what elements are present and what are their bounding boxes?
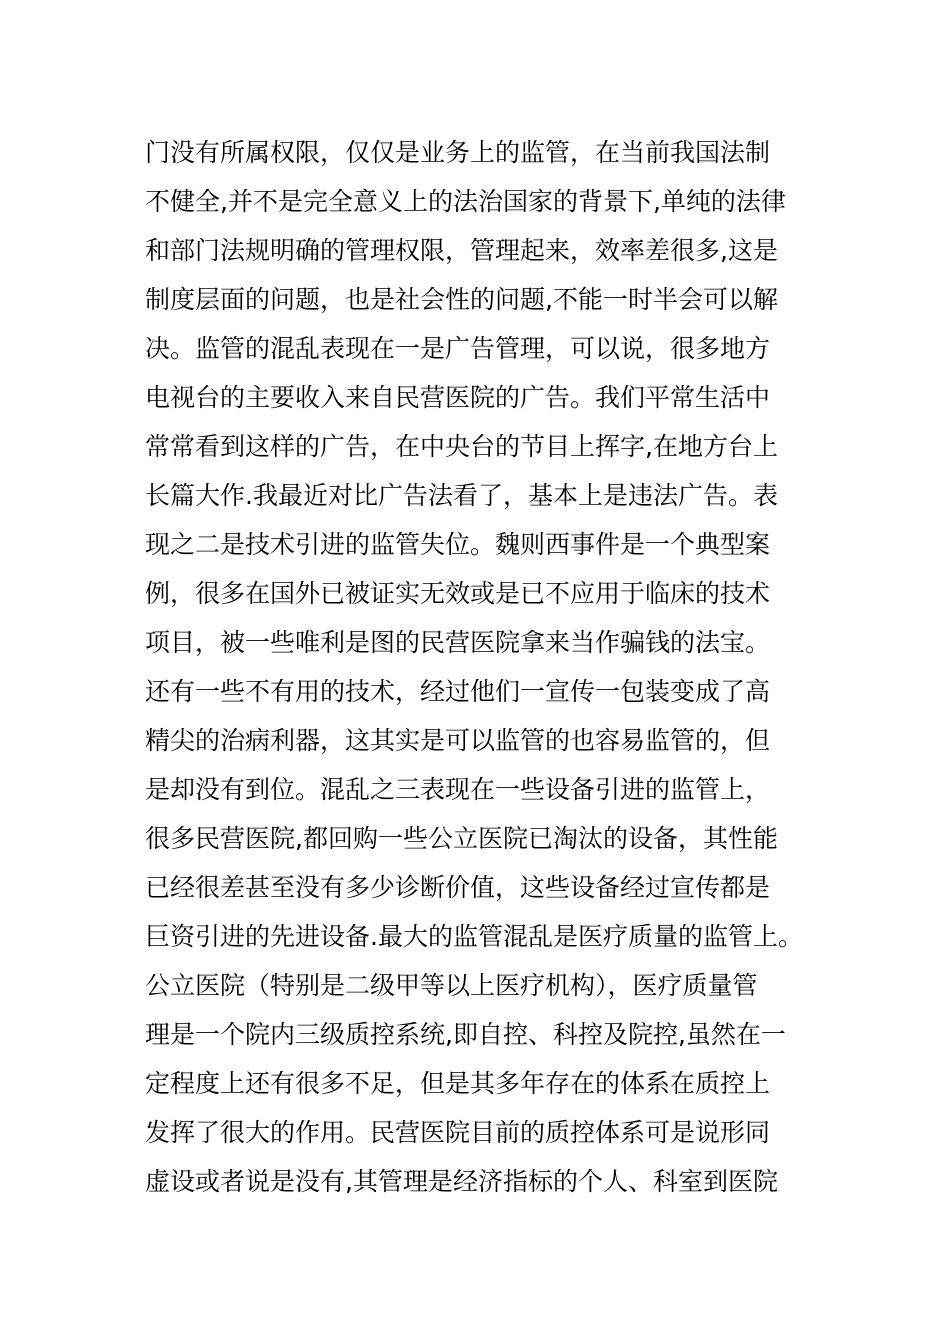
text-line-17: 巨资引进的先进设备.最大的监管混乱是医疗质量的监管上。 (145, 922, 803, 951)
text-line-11: 项目，被一些唯利是图的民营医院拿来当作骗钱的法宝。 (145, 628, 771, 657)
text-line-20: 定程度上还有很多不足，但是其多年存在的体系在质控上 (145, 1069, 771, 1098)
text-line-14: 是却没有到位。混乱之三表现在一些设备引进的监管上， (145, 775, 771, 804)
text-line-2: 不健全,并不是完全意义上的法治国家的背景下,单纯的法律 (145, 187, 786, 216)
text-line-6: 电视台的主要收入来自民营医院的广告。我们平常生活中 (145, 383, 771, 412)
text-line-5: 决。监管的混乱表现在一是广告管理，可以说，很多地方 (145, 334, 771, 363)
text-line-4: 制度层面的问题，也是社会性的问题,不能一时半会可以解 (145, 285, 778, 314)
text-line-7: 常常看到这样的广告，在中央台的节目上挥字,在地方台上 (145, 432, 778, 461)
text-line-19: 理是一个院内三级质控系统,即自控、科控及院控,虽然在一 (145, 1020, 786, 1049)
body-text (145, 128, 825, 1206)
text-line-13: 精尖的治病利器，这其实是可以监管的也容易监管的，但 (145, 726, 771, 755)
text-line-21: 发挥了很大的作用。民营医院目前的质控体系可是说形同 (145, 1118, 771, 1147)
text-line-1: 门没有所属权限，仅仅是业务上的监管，在当前我国法制 (145, 138, 771, 167)
text-line-8: 长篇大作.我最近对比广告法看了，基本上是违法广告。表 (145, 481, 778, 510)
text-line-12: 还有一些不有用的技术，经过他们一宣传一包装变成了高 (145, 677, 771, 706)
text-line-18: 公立医院（特别是二级甲等以上医疗机构），医疗质量管 (145, 971, 758, 1000)
text-line-15: 很多民营医院,都回购一些公立医院已淘汰的设备，其性能 (145, 824, 778, 853)
text-line-10: 例，很多在国外已被证实无效或是已不应用于临床的技术 (145, 579, 771, 608)
text-line-16: 已经很差甚至没有多少诊断价值，这些设备经过宣传都是 (145, 873, 771, 902)
text-line-22: 虚设或者说是没有,其管理是经济指标的个人、科室到医院 (145, 1167, 778, 1196)
text-line-9: 现之二是技术引进的监管失位。魏则西事件是一个典型案 (145, 530, 771, 559)
text-line-3: 和部门法规明确的管理权限，管理起来，效率差很多,这是 (145, 236, 778, 265)
